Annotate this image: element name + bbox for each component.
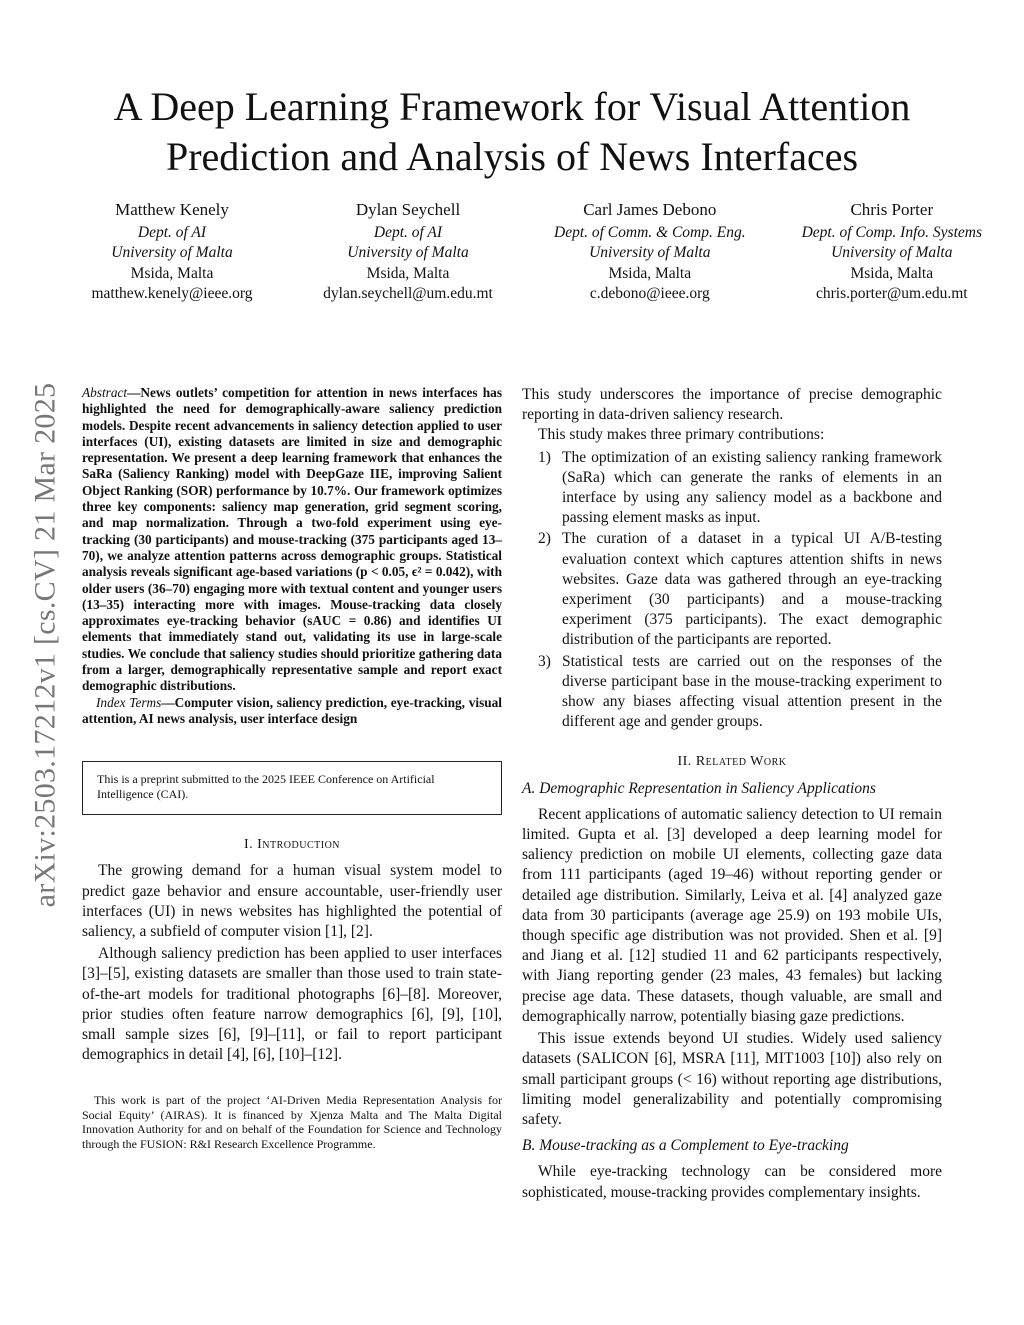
section-number: II. xyxy=(677,754,692,770)
list-item xyxy=(522,529,942,650)
list-number: 2) xyxy=(538,530,551,548)
author-city: Msida, Malta xyxy=(130,264,214,282)
subsection-heading-b: B. Mouse-tracking as a Complement to Eye-tracking xyxy=(522,1137,849,1155)
list-number: 3) xyxy=(538,652,551,670)
author-email[interactable]: c.debono@ieee.org xyxy=(589,285,710,302)
list-item xyxy=(522,448,942,529)
author-email[interactable]: matthew.kenely@ieee.org xyxy=(91,285,253,302)
section-heading-introduction xyxy=(82,835,502,855)
preprint-note-text: This is a preprint submitted to the 2025 IEEE Conference on Artificial Intelligence (CAI). xyxy=(97,772,435,802)
abstract-text: —News outlets’ competition for attention in news interfaces has highlighted the need for demographically-aware saliency prediction models. Despite recent advancements in saliency detection applied to user interfaces (UI), existing datasets are limited in size and demographic representation. We present a deep learning framework that enhances the SaRa (Saliency Ranking) model with DeepGaze IIE, improving Salient Object Ranking (SOR) performance by 10.7%. Our framework optimizes three key components: saliency map generation, grid segment scoring, and map normalization. Through a two-fold experiment using eye-tracking (30 participants) and mouse-tracking (375 participants aged 13–70), we analyze attention patterns across demographic groups. Statistical analysis reveals significant age-based variations (p < 0.05, ϵ² = 0.042), with older users (36–70) engaging more with textual content and younger users (13–35) interacting more with images. Mouse-tracking data closely approximates eye-tracking behavior (sAUC = 0.86) and identifies UI elements that immediately stand out, validating its use in large-scale studies. We conclude that saliency studies should prioritize gathering data from a larger, demographically representative sample and report exact demographic distributions. xyxy=(82,385,502,694)
abstract-label: Abstract xyxy=(82,385,128,400)
list-text: The optimization of an existing saliency ranking framework (SaRa) which can generate the ranks of elements in an interface by using any saliency model as a backbone and passing element masks as input. xyxy=(562,448,942,527)
author-city: Msida, Malta xyxy=(366,264,450,282)
author-univ: University of Malta xyxy=(589,244,711,261)
arxiv-stamp-text: arXiv:2503.17212v1 [cs.CV] 21 Mar 2025 xyxy=(28,382,62,908)
author-4 xyxy=(802,200,982,305)
related-paragraph-a1: Recent applications of automatic saliency detection to UI remain limited. Gupta et al. [3] developed a deep learning model for saliency prediction on mobile UI elements, collecting gaze data from 111 participants (aged 19–46) without reporting gender or detailed age distribution. Similarly, Leiva et al. [4] analyzed gaze data from 30 participants (average age 25.9) on 193 mobile UIs, though specific age distribution was not provided. Shen et al. [9] and Jiang et al. [12] studied 11 and 62 participants respectively, with Jiang reporting gender (23 males, 43 females) but lacking precise age data. These datasets, though valuable, are small and demographically narrow, potentially biasing gaze predictions. xyxy=(522,805,942,1025)
list-text: The curation of a dataset in a typical UI A/B-testing evaluation context which captures attention shifts in news websites. Gaze data was gathered through an eye-tracking experiment (30 participants) and a mouse-tracking experiment (375 participants). The exact demographic distribution of the participants are reported. xyxy=(562,530,942,649)
title-line-2: Prediction and Analysis of News Interfaces xyxy=(165,134,859,179)
section-number: I. xyxy=(243,837,254,853)
preprint-note-box xyxy=(82,761,502,815)
left-column xyxy=(82,385,502,1151)
author-city: Msida, Malta xyxy=(850,264,934,282)
section-heading-related-work xyxy=(522,752,942,772)
author-email[interactable]: chris.porter@um.edu.mt xyxy=(815,285,968,302)
index-terms-label: Index Terms xyxy=(96,694,162,710)
index-terms-text: —Computer vision, saliency prediction, eye-tracking, visual attention, AI news analysis, user interface design xyxy=(82,694,502,726)
intro-paragraph-2: Although saliency prediction has been applied to user interfaces [3]–[5], existing datasets are smaller than those used to train state-of-the-art models for traditional photographs [6]–[8]. Moreover, prior studies often feature narrow demographics [6], [9], [10], small sample sizes [6], [9]–[11], or fail to report participant demographics in detail [4], [6], [10]–[12]. xyxy=(82,945,502,1064)
intro-paragraph-1: The growing demand for a human visual system model to predict gaze behavior and ensure accountable, user-friendly user interfaces (UI) in news websites has highlighted the potential of saliency, a subfield of computer vision [1], [2]. xyxy=(82,862,502,941)
author-univ: University of Malta xyxy=(347,244,469,261)
paper-title xyxy=(60,82,964,182)
author-name: Carl James Debono xyxy=(583,200,717,219)
arxiv-stamp xyxy=(30,350,60,940)
title-line-1: A Deep Learning Framework for Visual Attention xyxy=(113,84,911,129)
author-dept: Dept. of Comp. Info. Systems xyxy=(801,223,982,241)
funding-footnote: This work is part of the project ‘AI-Driven Media Representation Analysis for Social Equity’ (AIRAS). It is financed by Xjenza Malta and The Malta Digital Innovation Authority for and on behalf of the Foundation for Science and Technology through the FUSION: R&I Research Excellence Programme. xyxy=(82,1093,502,1151)
section-title: Related Work xyxy=(695,754,787,770)
related-paragraph-b1: While eye-tracking technology can be considered more sophisticated, mouse-tracking provides complementary insights. xyxy=(522,1163,942,1201)
right-column xyxy=(522,385,942,1203)
author-2 xyxy=(318,200,498,305)
list-item xyxy=(522,652,942,733)
author-email[interactable]: dylan.seychell@um.edu.mt xyxy=(323,285,493,302)
contributions-intro: This study makes three primary contributions: xyxy=(538,426,825,444)
author-name: Matthew Kenely xyxy=(115,200,229,219)
author-dept: Dept. of Comm. & Comp. Eng. xyxy=(554,223,746,241)
author-name: Dylan Seychell xyxy=(355,200,461,219)
author-city: Msida, Malta xyxy=(608,264,692,282)
author-dept: Dept. of AI xyxy=(137,223,207,241)
section-title: Introduction xyxy=(257,837,341,853)
subsection-heading-a: A. Demographic Representation in Saliency Applications xyxy=(522,779,876,797)
author-univ: University of Malta xyxy=(111,244,233,261)
author-univ: University of Malta xyxy=(831,244,953,261)
right-paragraph-0: This study underscores the importance of precise demographic reporting in data-driven saliency research. xyxy=(522,386,942,424)
index-terms xyxy=(82,695,502,728)
list-number: 1) xyxy=(538,448,551,466)
author-1 xyxy=(82,200,262,305)
related-paragraph-a2: This issue extends beyond UI studies. Widely used saliency datasets (SALICON [6], MSRA [11], MIT1003 [10]) also rely on small participant groups (< 16) without reporting age distributions, limiting model generalizability and potentially compromising safety. xyxy=(522,1030,942,1128)
author-block xyxy=(82,200,982,305)
abstract xyxy=(82,385,502,695)
author-dept: Dept. of AI xyxy=(373,223,443,241)
contributions-list xyxy=(522,448,942,733)
list-text: Statistical tests are carried out on the responses of the diverse participant base in the mouse-tracking experiment to show any biases affecting visual attention present in the different age and gender groups. xyxy=(562,652,942,731)
author-3 xyxy=(554,200,746,305)
author-name: Chris Porter xyxy=(850,200,934,219)
